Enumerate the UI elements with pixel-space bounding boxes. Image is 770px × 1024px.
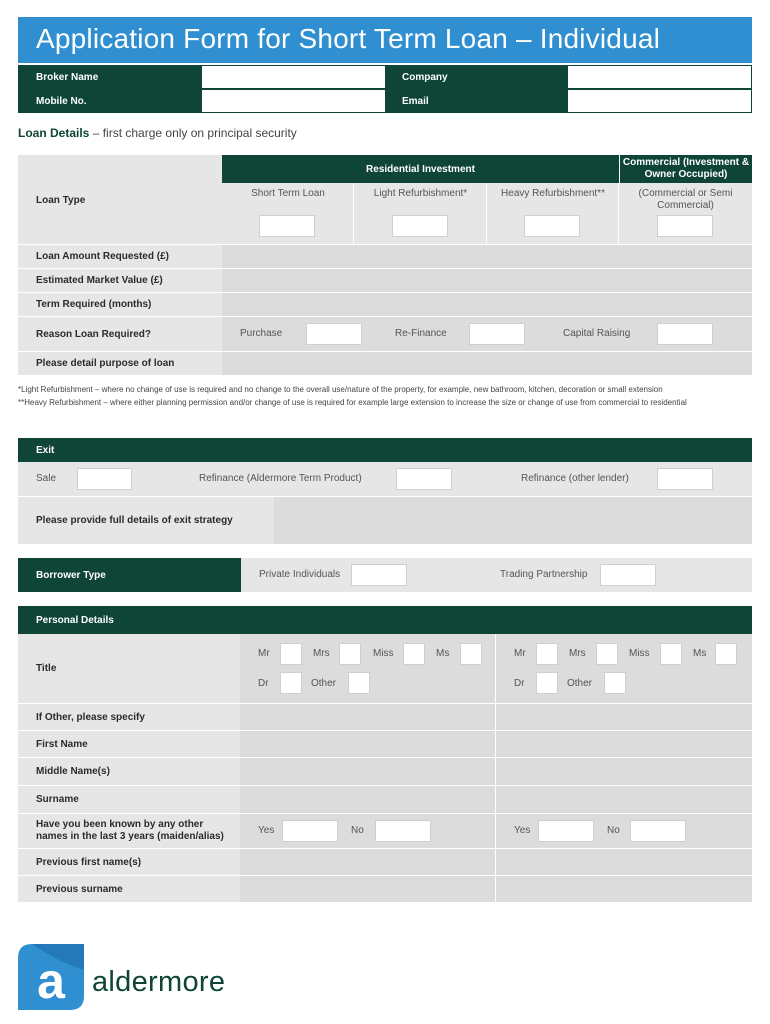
if-other-input-2[interactable] (496, 704, 752, 730)
borrower-partnership-checkbox[interactable] (600, 564, 656, 586)
title-mr-label-1: Mr (258, 648, 270, 659)
loan-details-subtitle: – first charge only on principal security (92, 126, 297, 140)
prev-first-label: Previous first name(s) (36, 857, 142, 868)
loan-type-label-cell (18, 155, 222, 244)
title-ms-checkbox-1[interactable] (460, 643, 482, 665)
known-options-1 (240, 814, 496, 848)
first-name-label: First Name (36, 739, 88, 750)
known-options-2 (496, 814, 752, 848)
email-label: Email (402, 96, 429, 107)
heavy-refurb-cell (487, 183, 619, 244)
known-no-checkbox-2[interactable] (630, 820, 686, 842)
email-label-cell (386, 89, 567, 113)
title-mrs-checkbox-2[interactable] (596, 643, 618, 665)
aldermore-logo-text: aldermore (92, 966, 226, 998)
broker-name-label: Broker Name (36, 72, 99, 83)
title-mrs-label-2: Mrs (569, 648, 586, 659)
first-name-input-2[interactable] (496, 731, 752, 757)
commercial-header-label: Commercial (Investment & Owner Occupied) (622, 157, 750, 180)
surname-label-cell (18, 786, 240, 813)
reason-capital-label: Capital Raising (563, 328, 631, 339)
reason-refinance-label: Re-Finance (395, 328, 447, 339)
if-other-label-cell (18, 704, 240, 730)
title-bar (18, 17, 752, 63)
first-name-input-1[interactable] (240, 731, 496, 757)
exit-strategy-label-cell (18, 497, 274, 544)
company-label-cell (386, 65, 567, 89)
short-term-loan-cell (222, 183, 354, 244)
commercial-cell (619, 183, 752, 244)
known-yes-checkbox-1[interactable] (282, 820, 338, 842)
personal-details-header (18, 606, 752, 634)
broker-name-label-cell (18, 65, 201, 89)
exit-sale-label: Sale (36, 473, 57, 484)
known-yes-label-2: Yes (514, 825, 531, 836)
title-ms-label-2: Ms (693, 648, 707, 659)
exit-strategy-input[interactable] (274, 497, 752, 544)
borrower-options (241, 558, 752, 592)
exit-options (18, 462, 752, 496)
borrower-type-label-cell (18, 558, 241, 592)
if-other-input-1[interactable] (240, 704, 496, 730)
title-label-cell (18, 634, 240, 703)
reason-options (222, 317, 752, 351)
middle-name-label-cell (18, 758, 240, 785)
exit-sale-checkbox[interactable] (77, 468, 132, 490)
mobile-label-cell (18, 89, 201, 113)
loan-amount-input[interactable] (222, 245, 752, 268)
known-yes-checkbox-2[interactable] (538, 820, 594, 842)
prev-surname-input-1[interactable] (240, 876, 496, 902)
title-dr-checkbox-1[interactable] (280, 672, 302, 694)
surname-input-1[interactable] (240, 786, 496, 813)
title-dr-label-2: Dr (514, 678, 525, 689)
middle-name-input-2[interactable] (496, 758, 752, 785)
commercial-header (619, 155, 752, 183)
purpose-input[interactable] (222, 352, 752, 375)
personal-details-title: Personal Details (36, 615, 114, 626)
term-label-cell (18, 293, 222, 316)
loan-details-title: Loan Details (18, 126, 90, 140)
heavy-refurb-note: **Heavy Refurbishment – where either planning permission and/or change of use is required for example large extension to increase the size or change of use from commercial to residential (18, 398, 687, 407)
known-no-checkbox-1[interactable] (375, 820, 431, 842)
first-name-label-cell (18, 731, 240, 757)
exit-refinance-other-checkbox[interactable] (657, 468, 713, 490)
market-value-label-cell (18, 269, 222, 292)
reason-purchase-checkbox[interactable] (306, 323, 362, 345)
mobile-label: Mobile No. (36, 96, 87, 107)
exit-refinance-other-label: Refinance (other lender) (521, 473, 629, 484)
middle-name-label: Middle Name(s) (36, 766, 110, 777)
borrower-private-label: Private Individuals (259, 569, 341, 580)
broker-name-input[interactable] (201, 65, 386, 89)
borrower-partnership-label: Trading Partnership (500, 569, 588, 580)
title-mrs-label-1: Mrs (313, 648, 330, 659)
exit-refinance-aldermore-label: Refinance (Aldermore Term Product) (199, 473, 362, 484)
mobile-input[interactable] (201, 89, 386, 113)
exit-refinance-aldermore-checkbox[interactable] (396, 468, 452, 490)
reason-label: Reason Loan Required? (36, 329, 152, 340)
light-refurb-cell (354, 183, 487, 244)
known-label: Have you been known by any other names in the last 3 years (maiden/alias) (36, 819, 224, 842)
known-no-label-2: No (607, 825, 620, 836)
light-refurb-label: Light Refurbishment* (373, 188, 468, 199)
loan-details-heading (18, 126, 297, 140)
exit-title: Exit (36, 445, 55, 456)
residential-investment-header (222, 155, 619, 183)
title-label: Title (36, 663, 57, 674)
term-label: Term Required (months) (36, 299, 152, 310)
market-value-label: Estimated Market Value (£) (36, 275, 163, 286)
borrower-type-label: Borrower Type (36, 570, 106, 581)
if-other-label: If Other, please specify (36, 712, 145, 723)
prev-surname-label-cell (18, 876, 240, 902)
prev-first-input-1[interactable] (240, 849, 496, 875)
residential-investment-label: Residential Investment (366, 164, 475, 175)
light-refurb-note: *Light Refurbishment – where no change of use is required and no change to the overall use/nature of the property, for example, new bathroom, kitchen, decoration or small extension (18, 385, 663, 394)
title-miss-checkbox-1[interactable] (403, 643, 425, 665)
aldermore-logo-mark (18, 944, 84, 1010)
reason-refinance-checkbox[interactable] (469, 323, 525, 345)
prev-first-input-2[interactable] (496, 849, 752, 875)
light-refurb-checkbox[interactable] (392, 215, 448, 237)
company-input[interactable] (567, 65, 752, 89)
title-options-applicant-1 (240, 634, 496, 703)
email-input[interactable] (567, 89, 752, 113)
title-mr-checkbox-1[interactable] (280, 643, 302, 665)
term-input[interactable] (222, 293, 752, 316)
short-term-loan-checkbox[interactable] (259, 215, 315, 237)
logo-mark-letter: a (37, 953, 65, 1009)
title-other-label-1: Other (311, 678, 337, 689)
loan-amount-label-cell (18, 245, 222, 268)
reason-label-cell (18, 317, 222, 351)
prev-surname-label: Previous surname (36, 884, 123, 895)
market-value-input[interactable] (222, 269, 752, 292)
reason-purchase-label: Purchase (240, 328, 283, 339)
short-term-loan-label: Short Term Loan (251, 188, 325, 199)
loan-amount-label: Loan Amount Requested (£) (36, 251, 169, 262)
known-no-label-1: No (351, 825, 364, 836)
known-label-cell (18, 814, 240, 848)
title-dr-checkbox-2[interactable] (536, 672, 558, 694)
title-ms-label-1: Ms (436, 648, 450, 659)
title-mrs-checkbox-1[interactable] (339, 643, 361, 665)
middle-name-input-1[interactable] (240, 758, 496, 785)
commercial-label: (Commercial or Semi Commercial) (638, 188, 733, 211)
borrower-private-checkbox[interactable] (351, 564, 407, 586)
surname-input-2[interactable] (496, 786, 752, 813)
company-label: Company (402, 72, 448, 83)
prev-first-label-cell (18, 849, 240, 875)
title-other-checkbox-2[interactable] (604, 672, 626, 694)
title-mr-label-2: Mr (514, 648, 526, 659)
title-other-checkbox-1[interactable] (348, 672, 370, 694)
title-mr-checkbox-2[interactable] (536, 643, 558, 665)
purpose-label: Please detail purpose of loan (36, 358, 175, 369)
title-dr-label-1: Dr (258, 678, 269, 689)
page-title: Application Form for Short Term Loan – Individual (36, 23, 661, 54)
loan-type-label: Loan Type (36, 195, 86, 206)
known-yes-label-1: Yes (258, 825, 275, 836)
title-other-label-2: Other (567, 678, 593, 689)
aldermore-a-icon (18, 944, 84, 1010)
heavy-refurb-label: Heavy Refurbishment** (501, 188, 605, 199)
surname-label: Surname (36, 794, 79, 805)
commercial-checkbox[interactable] (657, 215, 713, 237)
exit-header (18, 438, 752, 462)
title-miss-label-2: Miss (629, 648, 650, 659)
exit-strategy-label: Please provide full details of exit strategy (36, 515, 233, 526)
title-miss-label-1: Miss (373, 648, 394, 659)
reason-capital-checkbox[interactable] (657, 323, 713, 345)
title-miss-checkbox-2[interactable] (660, 643, 682, 665)
prev-surname-input-2[interactable] (496, 876, 752, 902)
purpose-label-cell (18, 352, 222, 375)
heavy-refurb-checkbox[interactable] (524, 215, 580, 237)
title-ms-checkbox-2[interactable] (715, 643, 737, 665)
title-options-applicant-2 (496, 634, 752, 703)
